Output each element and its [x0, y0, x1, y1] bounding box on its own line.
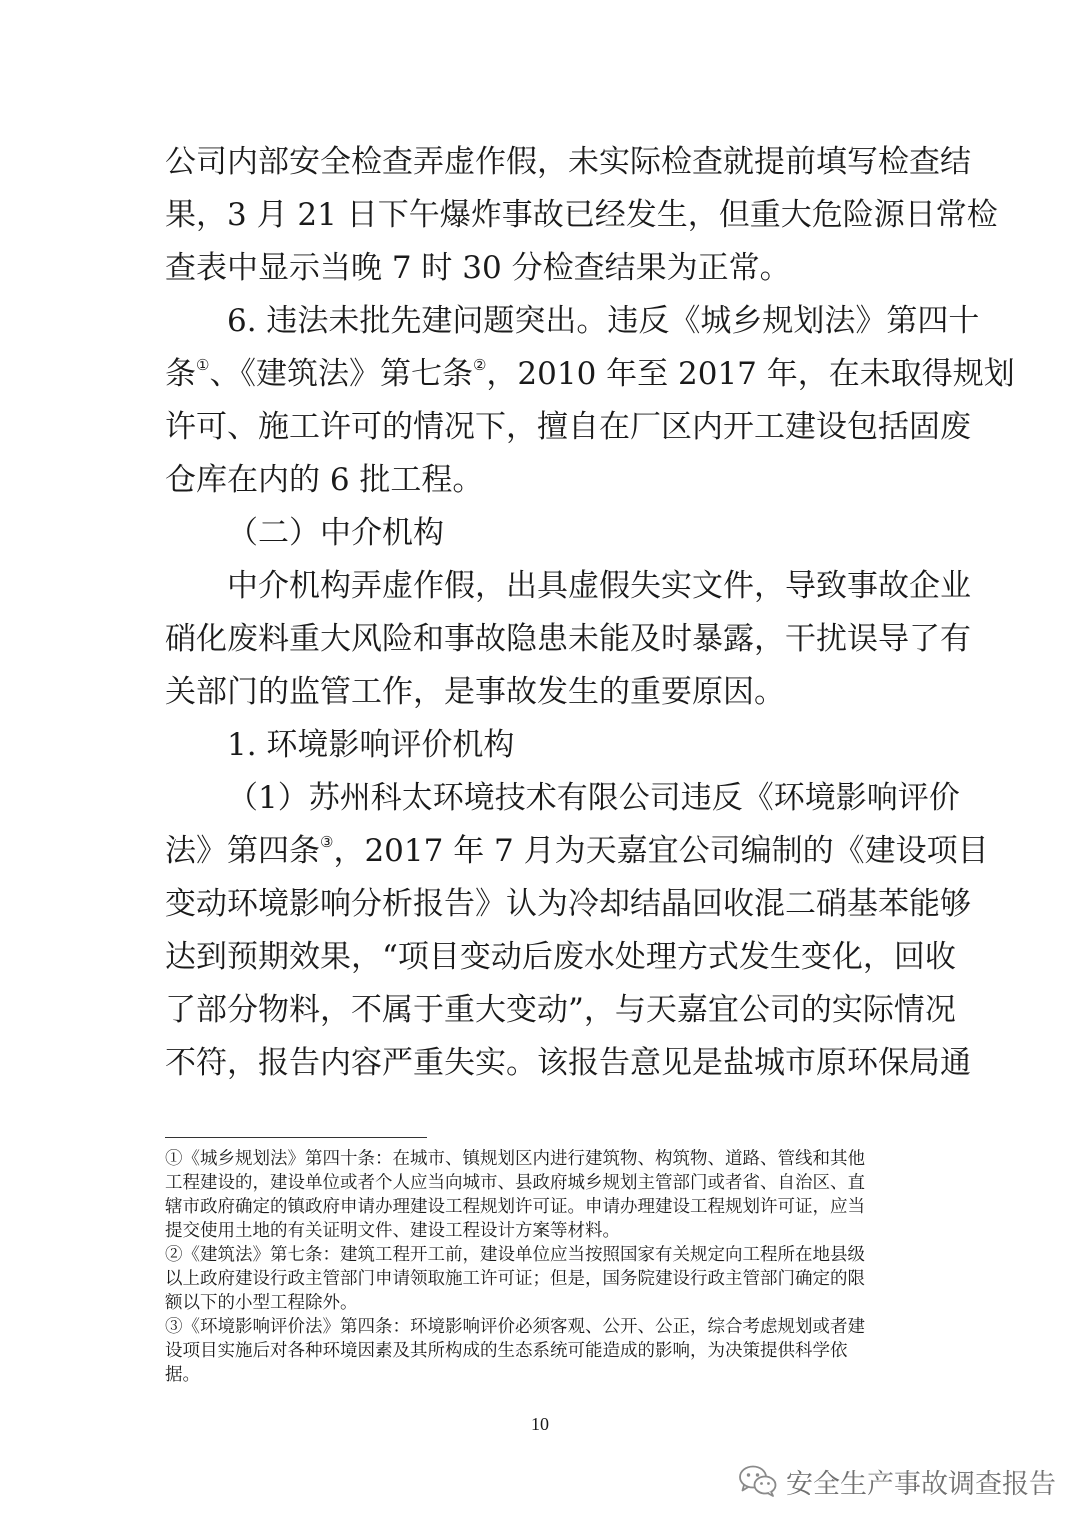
section-heading-6: 6. 违法未批先建问题突出。违反《城乡规划法》第四十 — [227, 303, 980, 339]
footnote-line: ②《建筑法》第七条：建筑工程开工前，建设单位应当按照国家有关规定向工程所在地县级 — [165, 1245, 865, 1265]
paragraph-line: 了部分物料，不属于重大变动”，与天嘉宜公司的实际情况 — [165, 992, 956, 1028]
footnote-ref-2[interactable]: ② — [472, 356, 487, 374]
paragraph-line: 果，3 月 21 日下午爆炸事故已经发生，但重大危险源日常检 — [165, 197, 998, 233]
page-number: 10 — [531, 1414, 549, 1434]
text-run: 法》第四条 — [165, 833, 320, 869]
footnote-divider — [165, 1137, 427, 1138]
footnotes — [165, 1147, 917, 1387]
paragraph-line: （1）苏州科太环境技术有限公司违反《环境影响评价 — [227, 780, 960, 816]
footnote-line: 据。 — [165, 1365, 200, 1385]
text-run: 条 — [165, 356, 196, 392]
text-run: 、《建筑法》第七条 — [209, 356, 473, 392]
paragraph-line: 不符，报告内容严重失实。该报告意见是盐城市原环保局通 — [165, 1045, 971, 1081]
footnote-line: ③《环境影响评价法》第四条：环境影响评价必须客观、公开、公正，综合考虑规划或者建 — [165, 1317, 865, 1337]
footnote-line: 设项目实施后对各种环境因素及其所构成的生态系统可能造成的影响，为决策提供科学依 — [165, 1341, 848, 1361]
subsection-heading-1: 1. 环境影响评价机构 — [227, 727, 515, 763]
footnote-line: 提交使用土地的有关证明文件、建设工程设计方案等材料。 — [165, 1221, 620, 1241]
footnote-line: 工程建设的，建设单位或者个人应当向城市、县政府城乡规划主管部门或者省、自治区、直 — [165, 1173, 865, 1193]
paragraph-line: 许可、施工许可的情况下，擅自在厂区内开工建设包括固废 — [165, 409, 971, 445]
paragraph-line: 变动环境影响分析报告》认为冷却结晶回收混二硝基苯能够 — [165, 886, 971, 922]
footnote-ref-1[interactable]: ① — [196, 356, 210, 374]
main-text — [165, 136, 1015, 1090]
watermark-text: 安全生产事故调查报告 — [786, 1468, 1056, 1500]
footnote-ref-3[interactable]: ③ — [320, 833, 334, 851]
paragraph-line: 查表中显示当晚 7 时 30 分检查结果为正常。 — [165, 250, 791, 286]
footnote-line: 辖市政府确定的镇政府申请办理建设工程规划许可证。申请办理建设工程规划许可证，应当 — [165, 1197, 865, 1217]
footnote-line: ①《城乡规划法》第四十条：在城市、镇规划区内进行建筑物、构筑物、道路、管线和其他 — [165, 1149, 865, 1169]
section-heading-intermediary: （二）中介机构 — [227, 515, 444, 551]
text-run: ，2017 年 7 月为天嘉宜公司编制的《建设项目 — [333, 833, 989, 869]
paragraph-line: 硝化废料重大风险和事故隐患未能及时暴露，干扰误导了有 — [165, 621, 971, 657]
paragraph-line: 公司内部安全检查弄虚作假，未实际检查就提前填写检查结 — [165, 144, 971, 180]
paragraph-line: 中介机构弄虚作假，出具虚假失实文件，导致事故企业 — [227, 568, 971, 604]
paragraph-line: 达到预期效果，“项目变动后废水处理方式发生变化，回收 — [165, 939, 956, 975]
footnote-line: 以上政府建设行政主管部门申请领取施工许可证；但是，国务院建设行政主管部门确定的限 — [165, 1269, 865, 1289]
paragraph-line — [165, 348, 1015, 401]
paragraph-line — [165, 825, 989, 878]
watermark — [738, 1461, 1056, 1501]
wechat-icon — [738, 1464, 778, 1498]
paragraph-line: 关部门的监管工作，是事故发生的重要原因。 — [165, 674, 785, 710]
paragraph-line: 仓库在内的 6 批工程。 — [165, 462, 484, 498]
footnote-line: 额以下的小型工程除外。 — [165, 1293, 358, 1313]
text-run: ，2010 年至 2017 年，在未取得规划 — [486, 356, 1015, 392]
